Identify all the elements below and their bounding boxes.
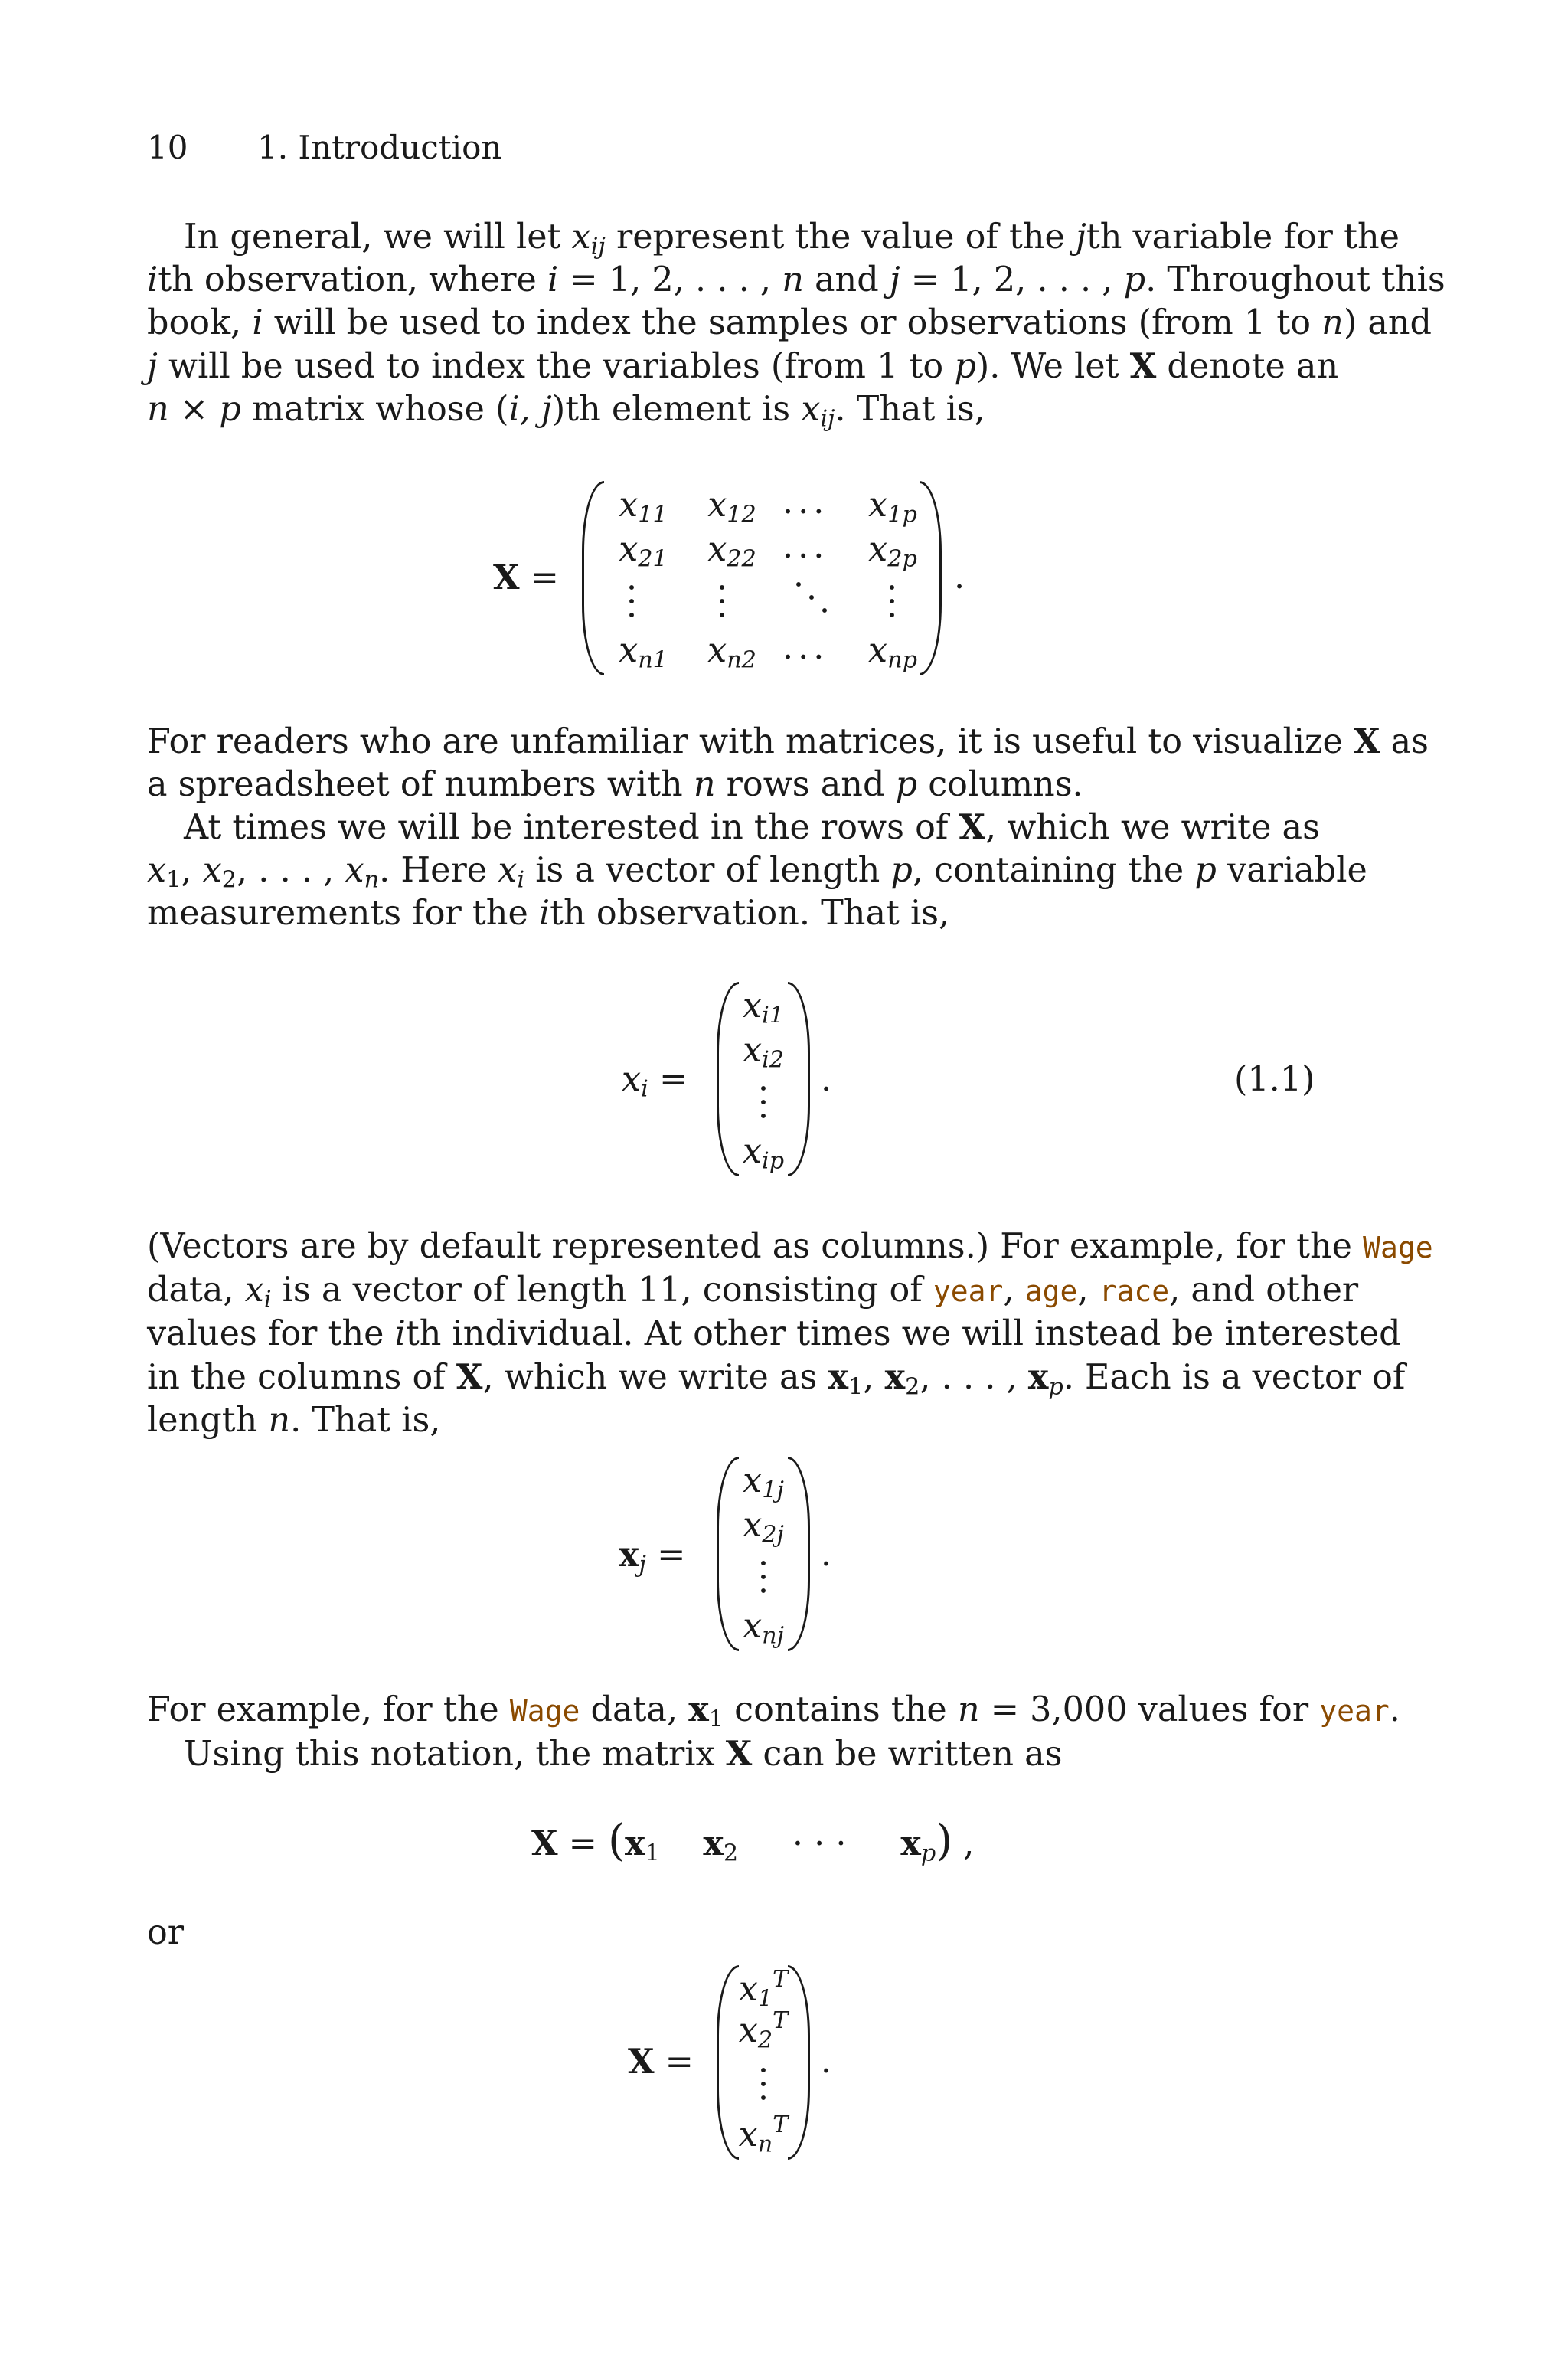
running-header (147, 129, 501, 167)
paragraph-notation-columns: For example, for the Wage data, $x_1$ contains the n = 3,000 values for year. Using this notation, the matrix X can be written as (147, 1689, 1400, 1774)
matrix-rows-form: $x_1^T$ $x_2^T$ $x_n^T$ (717, 1965, 810, 2160)
or-text: or (147, 1913, 185, 1952)
row-vector-lhs: $x_i$ = (622, 1060, 688, 1103)
matrix-lhs: X = (493, 558, 559, 597)
matrix-X: $x_{11}$ $x_{12}$ ... $x_{1p}$ $x_{21}$ $x_{22}$ ... $x_{2p}$ $x_{n1}$ $x_{n2}$ ... $x_{np}$ (582, 481, 942, 675)
page-number: 10 (147, 129, 188, 166)
paragraph-rows: At times we will be interested in the rows of X, which we write as $x_1$, $x_2$, . . . , $x_n$. Here $x_i$ is a vector of length p, containing the p variable measurements for the ith observation. That is, (147, 807, 1367, 933)
paragraph-notation: In general, we will let $x_{ij}$ represent the value of the jth variable for the ith observation, where i = 1, 2, . . . , n and j = 1, 2, . . . , p. Throughout this book, i will be used to index the samples or observations (from 1 to n) and j will be used to index the variables (from 1 to p). We let X denote an n × p matrix whose (i, j)th element is $x_{ij}$. That is, (147, 218, 1446, 433)
var-age: age (1024, 1274, 1078, 1308)
matrix-columns-form: $X = (x_1$ $x_2$ · · · $x_p$) , (531, 1816, 975, 1867)
dataset-name: Wage (1363, 1231, 1433, 1264)
vector-xj: $x_{1j}$ $x_{2j}$ $x_{nj}$ (717, 1457, 810, 1651)
var-year: year (933, 1274, 1004, 1308)
paragraph-spreadsheet: For readers who are unfamiliar with matrices, it is useful to visualize X as a spreadsheet of numbers with n rows and p columns. (147, 721, 1429, 804)
var-race: race (1099, 1274, 1170, 1308)
column-vector-lhs: $x_j$ = (619, 1535, 686, 1578)
paragraph-columns: (Vectors are by default represented as columns.) For example, for the Wage data, $x_i$ is a vector of length 11, consisting of year, age, race, and other values for the ith individual. At other times we will instead be interested in the columns of X, which we write as $x_1$, $x_2$, . . . , $x_p$. Each is a vector of length n. That is, (147, 1227, 1433, 1440)
chapter-title: 1. Introduction (257, 129, 502, 166)
equation-number: (1.1) (1234, 1060, 1315, 1099)
vector-xi: $x_{i1}$ $x_{i2}$ $x_{ip}$ (717, 982, 810, 1176)
matrix-rows-lhs: X = (628, 2042, 694, 2082)
